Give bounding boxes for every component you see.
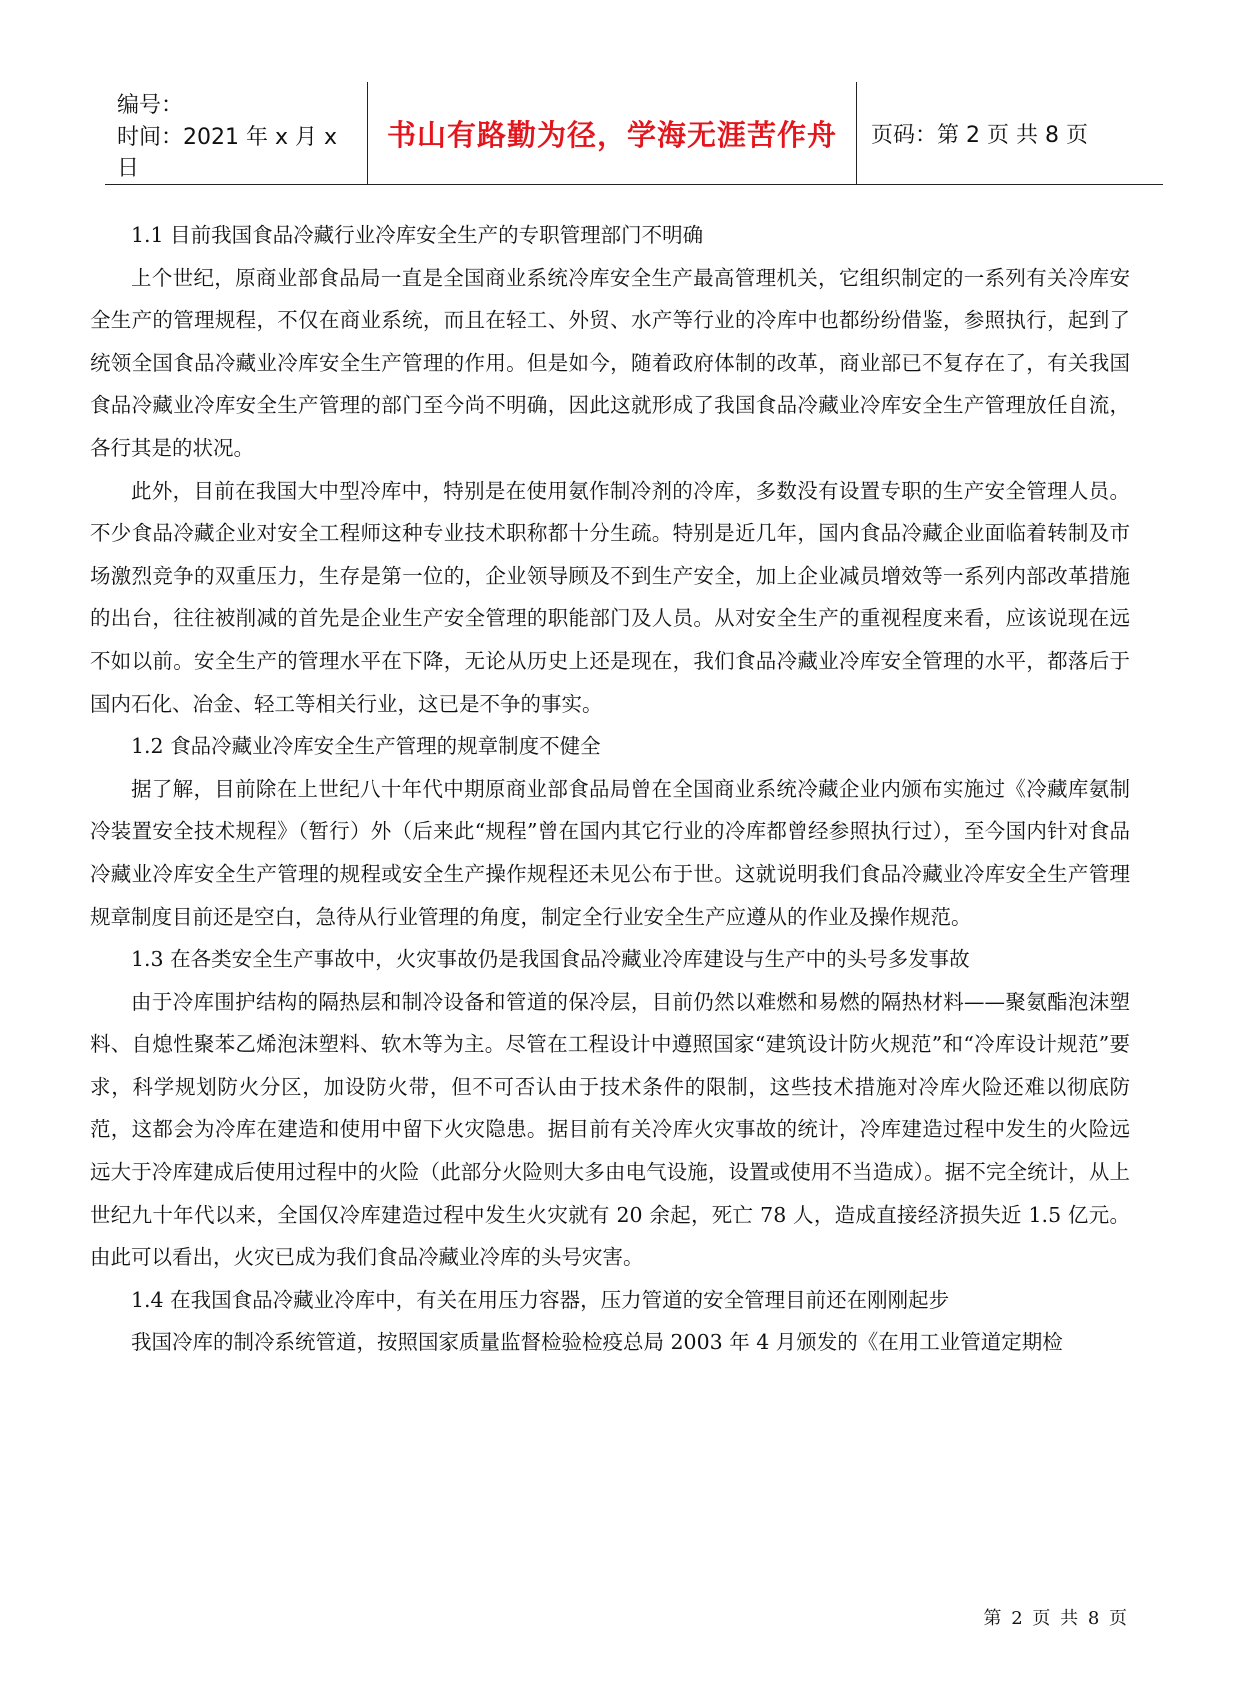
header-motto-cell [367, 82, 857, 184]
section-heading-1-4: 1.4 在我国食品冷藏业冷库中，有关在用压力容器，压力管道的安全管理目前还在刚刚起步 [131, 1287, 950, 1312]
body-paragraph: 据了解，目前除在上世纪八十年代中期原商业部食品局曾在全国商业系统冷藏企业内颁布实施过《冷藏库氨制冷装置安全技术规程》（暂行）外（后来此“规程”曾在国内其它行业的冷库都曾经参照执行过），至今国内针对食品冷藏业冷库安全生产管理的规程或安全生产操作规程还未见公布于世。这就说明我们食品冷藏业冷库安全生产管理规章制度目前还是空白，急待从行业管理的角度，制定全行业安全生产应遵从的作业及操作规范。 [90, 776, 1130, 929]
body-paragraph: 我国冷库的制冷系统管道，按照国家质量监督检验检疫总局 2003 年 4 月颁发的《在用工业管道定期检 [131, 1330, 1063, 1355]
document-number-label: 编号： [117, 93, 184, 118]
page-footer-number: 第 2 页 共 8 页 [983, 1608, 1129, 1629]
header-page-code: 页码：第 2 页 共 8 页 [871, 122, 1088, 148]
section-heading-1-1: 1.1 目前我国食品冷藏行业冷库安全生产的专职管理部门不明确 [131, 223, 704, 247]
document-time-label: 时间：2021 年 x 月 x 日 [117, 125, 338, 181]
section-heading-1-2: 1.2 食品冷藏业冷库安全生产管理的规章制度不健全 [131, 734, 601, 759]
header-meta [105, 82, 365, 184]
body-paragraph: 上个世纪，原商业部食品局一直是全国商业系统冷库安全生产最高管理机关，它组织制定的一系列有关冷库安全生产的管理规程，不仅在商业系统，而且在轻工、外贸、水产等行业的冷库中也都纷纷借鉴，参照执行，起到了统领全国食品冷藏业冷库安全生产管理的作用。但是如今，随着政府体制的改革，商业部已不复存在了，有关我国食品冷藏业冷库安全生产管理的部门至今尚不明确，因此这就形成了我国食品冷藏业冷库安全生产管理放任自流，各行其是的状况。 [90, 265, 1130, 460]
header-page-cell [857, 82, 1163, 184]
document-body [90, 214, 1130, 1364]
header-motto: 书山有路勤为径，学海无涯苦作舟 [386, 117, 837, 152]
page-header [105, 82, 1163, 185]
section-heading-1-3: 1.3 在各类安全生产事故中，火灾事故仍是我国食品冷藏业冷库建设与生产中的头号多发事故 [131, 947, 970, 972]
body-paragraph: 由于冷库围护结构的隔热层和制冷设备和管道的保冷层，目前仍然以难燃和易燃的隔热材料——聚氨酯泡沫塑料、自熄性聚苯乙烯泡沫塑料、软木等为主。尽管在工程设计中遵照国家“建筑设计防火规范”和“冷库设计规范”要求，科学规划防火分区，加设防火带，但不可否认由于技术条件的限制，这些技术措施对冷库火险还难以彻底防范，这都会为冷库在建造和使用中留下火灾隐患。据目前有关冷库火灾事故的统计，冷库建造过程中发生的火险远远大于冷库建成后使用过程中的火险（此部分火险则大多由电气设施，设置或使用不当造成）。据不完全统计，从上世纪九十年代以来，全国仅冷库建造过程中发生火灾就有 20 余起，死亡 78 人，造成直接经济损失近 1.5 亿元。由此可以看出，火灾已成为我们食品冷藏业冷库的头号灾害。 [90, 989, 1130, 1270]
body-paragraph: 此外，目前在我国大中型冷库中，特别是在使用氨作制冷剂的冷库，多数没有设置专职的生产安全管理人员。不少食品冷藏企业对安全工程师这种专业技术职称都十分生疏。特别是近几年，国内食品冷藏企业面临着转制及市场激烈竞争的双重压力，生存是第一位的，企业领导顾及不到生产安全，加上企业减员增效等一系列内部改革措施的出台，往往被削减的首先是企业生产安全管理的职能部门及人员。从对安全生产的重视程度来看，应该说现在远不如以前。安全生产的管理水平在下降，无论从历史上还是现在，我们食品冷藏业冷库安全管理的水平，都落后于国内石化、冶金、轻工等相关行业，这已是不争的事实。 [90, 478, 1130, 716]
